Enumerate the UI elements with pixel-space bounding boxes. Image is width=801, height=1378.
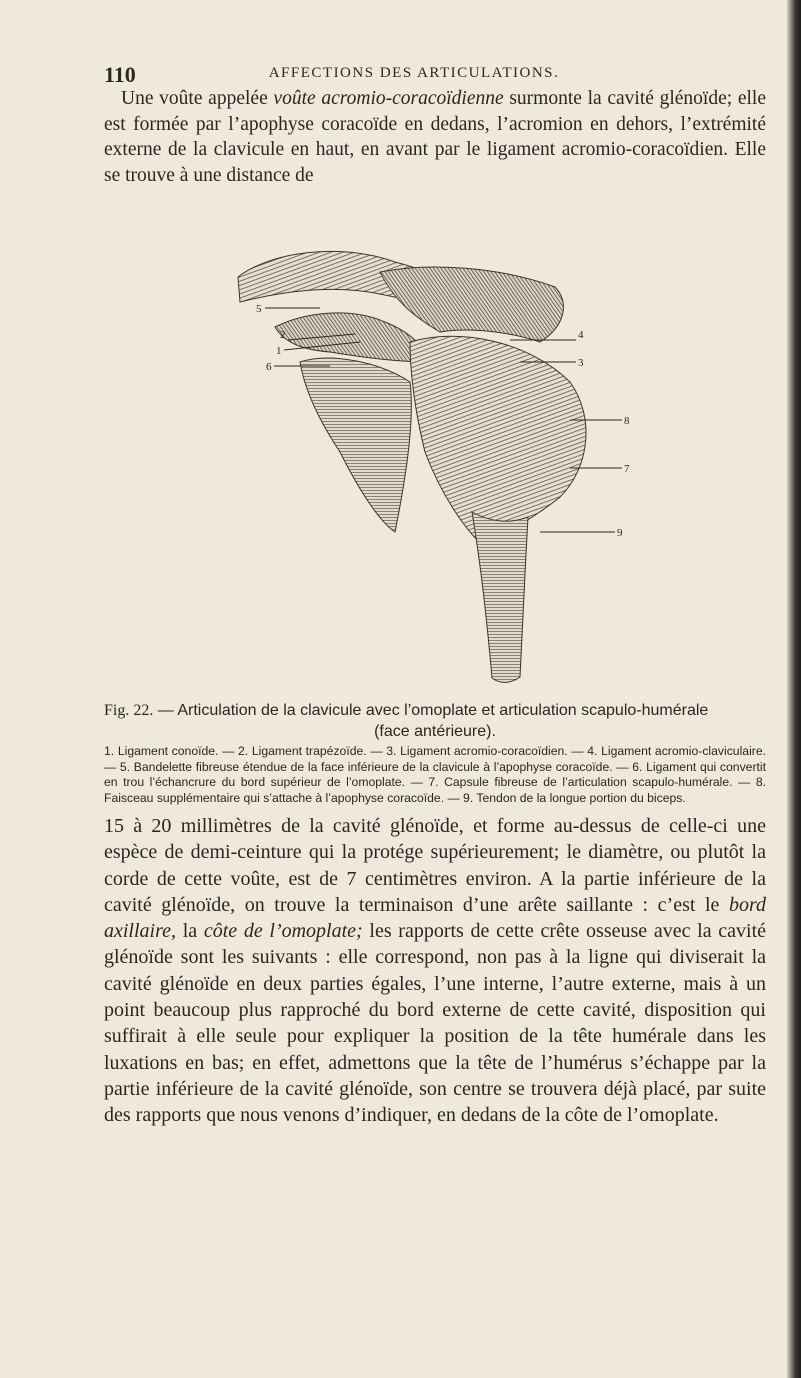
caption-line-1 — [104, 700, 766, 721]
humerus-shaft-shape — [472, 512, 528, 682]
running-title: AFFECTIONS DES ARTICULATIONS. — [268, 65, 560, 81]
scapula-shape — [300, 358, 411, 532]
paragraph-1-italic-term: voûte acromio-coracoïdienne — [273, 88, 504, 109]
paragraph-2-italic-term-1: bord axillaire — [104, 893, 766, 943]
anatomical-figure — [210, 232, 650, 692]
callout-6: 6 — [266, 361, 272, 373]
callout-1: 1 — [276, 345, 282, 357]
caption-line-2: (face antérieure). — [374, 723, 496, 740]
callout-8: 8 — [624, 415, 630, 427]
paragraph-1-text-b: surmonte la cavité glénoïde; elle est formée par l’apophyse coracoïde en dedans, l’acromion en dehors, l’extrémité externe de la clavicule en haut, en avant par le ligament acromio-coracoïdien. Elle se trouve à une distance de — [104, 88, 766, 186]
paragraph-2-text-b: , la — [171, 920, 204, 943]
paragraph-2-text-c: les rapports de cette crête osseuse avec la cavité glénoïde sont les suivants : elle correspond, non pas à la ligne qui diviserait la cavité glénoïde en deux parties égales, l’une interne, l’autre externe, mais à un point beaucoup plus rapproché du bord externe de cette cavité, disposition qui suffirait à elle seule pour expliquer la position de la tête humérale dans les luxations en bas; en effet, admettons que la tête de l’humérus s’échappe par la partie inférieure de la cavité glénoïde, son centre se trouvera déjà placé, par suite des rapports que nous venons d’indiquer, en dedans de la côte de l’omoplate. — [104, 920, 767, 1127]
acromion-shape — [380, 267, 563, 342]
paragraph-1-text-a: Une voûte appelée — [121, 88, 274, 109]
coracoid-shape — [275, 313, 430, 362]
caption-title: Articulation de la clavicule avec l’omoplate et articulation scapulo-humérale — [177, 702, 709, 719]
callout-3: 3 — [578, 357, 584, 369]
page-header — [104, 62, 764, 86]
joint-capsule-shape — [410, 336, 586, 552]
paragraph-2-italic-term-2: côte de l’omoplate; — [203, 920, 363, 943]
page-edge-shadow — [787, 0, 801, 1378]
shoulder-joint-illustration — [210, 232, 650, 692]
callout-7: 7 — [624, 463, 630, 475]
page-number: 110 — [104, 62, 136, 87]
figure-label: Fig. 22. — [104, 702, 154, 719]
caption-dash: — — [153, 702, 178, 719]
figure-legend: 1. Ligament conoïde. — 2. Ligament trapézoïde. — 3. Ligament acromio-coracoïdien. — 4. Ligament acromio-claviculaire. — 5. Bandelette fibreuse étendue de la face inférieure de la clavicule à l’apophyse coracoïde. — 6. Ligament qui convertit en trou l’échancrure du bord supérieur de l’omoplate. — 7. Capsule fibreuse de l’articulation scapulo-humérale. — 8. Faisceau supplémentaire qui s’attache à l’apophyse coracoïde. — 9. Tendon de la longue portion du biceps. — [104, 744, 766, 805]
callout-4: 4 — [578, 329, 584, 341]
body-paragraph-1 — [104, 86, 766, 188]
callout-2: 2 — [280, 329, 286, 341]
figure-caption — [104, 700, 766, 742]
body-paragraph-2 — [104, 813, 766, 1129]
callout-9: 9 — [617, 527, 623, 539]
callout-5: 5 — [256, 303, 262, 315]
paragraph-2-text-a: 15 à 20 millimètres de la cavité glénoïde, et forme au-dessus de celle-ci une espèce de demi-ceinture qui la protége supérieurement; le diamètre, ou plutôt la corde de cette voûte, est de 7 centimètres environ. A la partie inférieure de la cavité glénoïde, on trouve la terminaison d’une arête saillante : c’est le — [104, 815, 766, 916]
